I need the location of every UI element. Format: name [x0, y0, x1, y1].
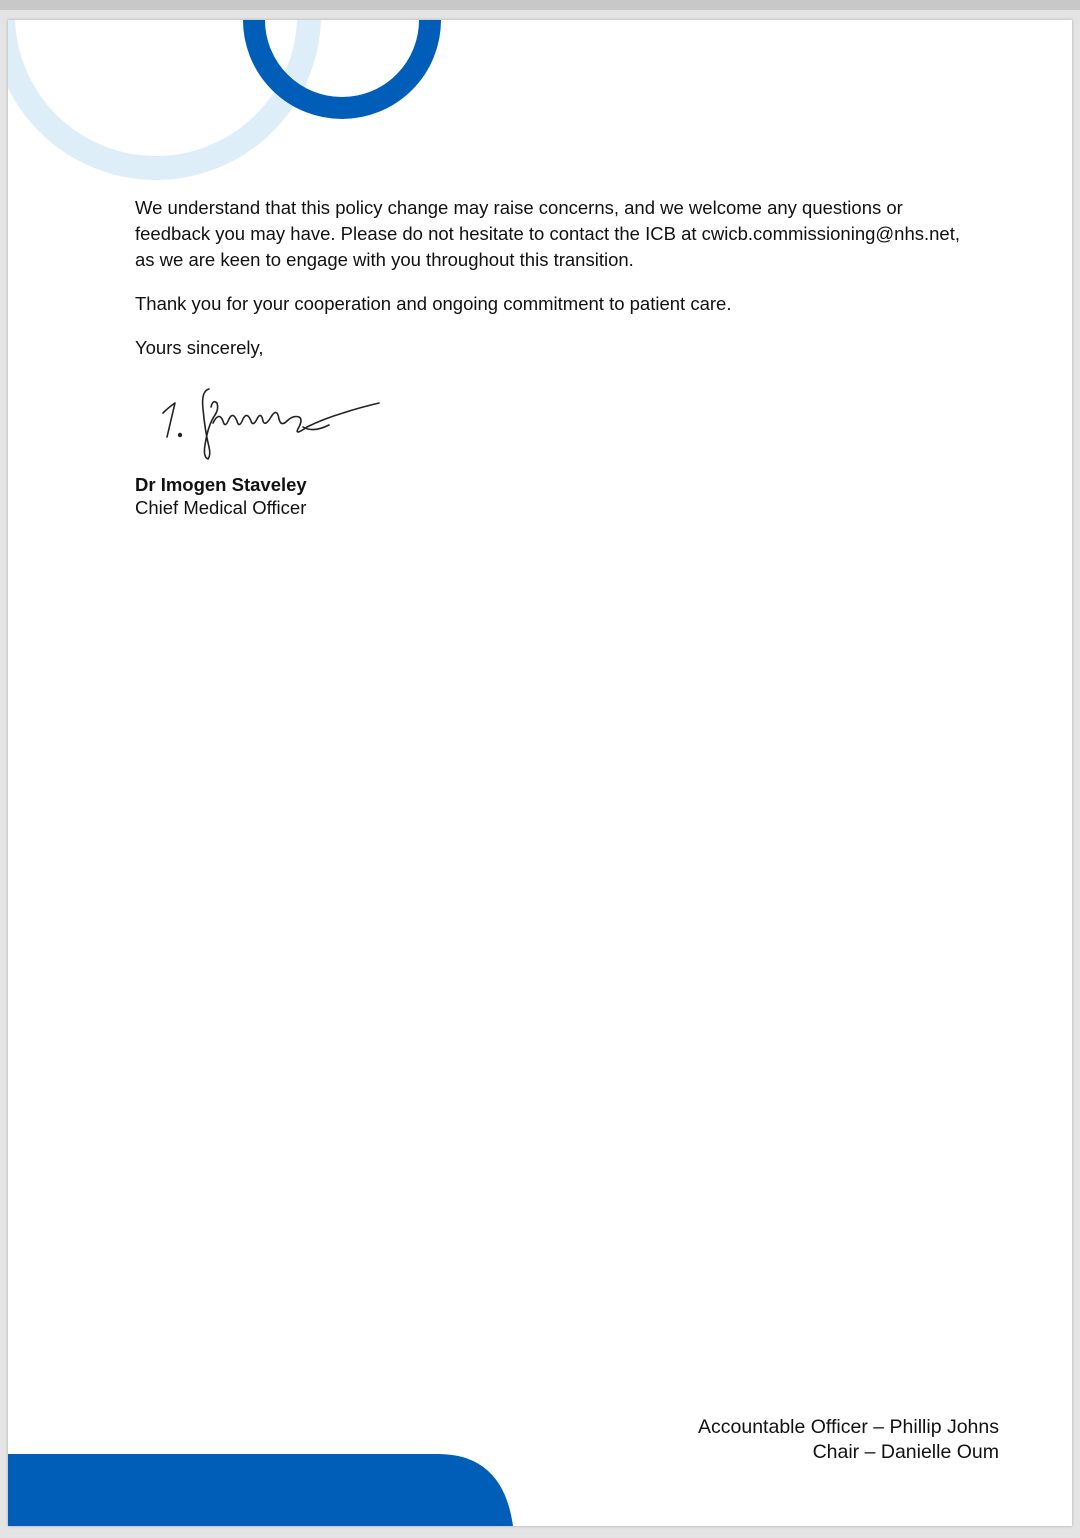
bottom-blue-band: [8, 1454, 513, 1526]
signatory-block: [135, 473, 307, 519]
dark-blue-ring: [254, 20, 430, 108]
footer-chair: Chair – Danielle Oum: [812, 1441, 999, 1463]
light-blue-ring: [8, 20, 309, 168]
body-paragraph-thanks: Thank you for your cooperation and ongoing commitment to patient care.: [135, 293, 732, 314]
handwritten-signature: [153, 375, 383, 475]
viewer-top-edge: [0, 0, 1080, 10]
signatory-title: Chief Medical Officer: [135, 497, 307, 518]
letter-page: [8, 20, 1072, 1526]
body-paragraph-contact: We understand that this policy change may raise concerns, and we welcome any questions or feedback you may have. Please do not hesitate to contact the ICB at cwicb.commissioning@nhs.net, as we are keen to engage with you throughout this transition.: [135, 197, 961, 270]
footer-accountable-officer: Accountable Officer – Phillip Johns: [698, 1416, 999, 1438]
signatory-name: Dr Imogen Staveley: [135, 474, 307, 495]
closing-salutation: Yours sincerely,: [135, 337, 264, 358]
footer-officers: [698, 1415, 999, 1465]
